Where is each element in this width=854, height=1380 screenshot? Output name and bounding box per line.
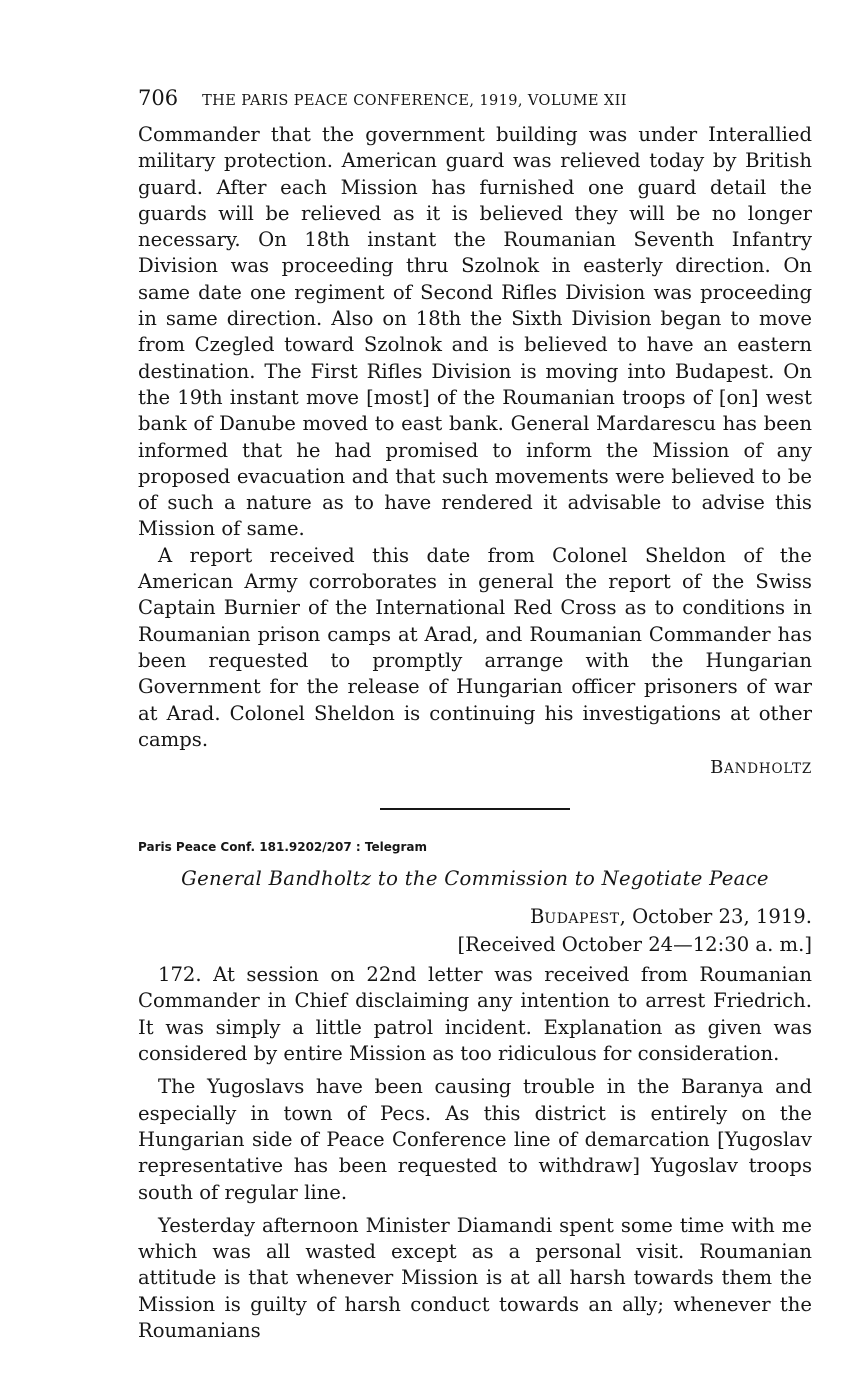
continued-paragraph: Commander that the government building was under Interallied military protection. American guard was relieved today by British guard. After each Mission has furnished one guard detail the guards will be relieved as it is believed they will be no longer necessary. On 18th instant the Roumanian Seventh Infantry Division was proceeding thru Szolnok in easterly direction. On same date one regiment of Second Rifles Division was proceeding in same direction. Also on 18th the Sixth Division began to move from Czegled toward Szolnok and is believed to have an eastern destination. The First Rifles Division is moving into Budapest. On the 19th instant move [most] of the Roumanian troops of [on] west bank of Danube moved to east bank. General Mardarescu has been informed that he had promised to inform the Mission of any proposed evacuation and that such movements were believed to be of such a nature as to have rendered it advisable to advise this Mission of same. — [138, 123, 812, 541]
telegram-paragraph-3: Yesterday afternoon Minister Diamandi spent some time with me which was all wasted except as a personal visit. Roumanian attitude is that whenever Mission is at all harsh towards them the Mission is guilty of harsh conduct towards an ally; whenever the Roumanians — [138, 1213, 812, 1342]
page-number: 706 — [138, 86, 179, 110]
date: , October 23, 1919. — [619, 905, 812, 929]
continued-telegram — [138, 122, 812, 753]
telegram-paragraph-2: The Yugoslavs have been causing trouble in the Baranya and especially in town of Pecs. As this district is entirely on the Hungarian side of Peace Conference line of demarcation [Yugoslav representative has been requested to withdraw] Yugoslav troops south of regular line. — [138, 1075, 812, 1204]
received-note: [Received October 24—12:30 a. m.] — [457, 933, 812, 957]
place-initial: B — [530, 905, 545, 929]
dateline — [138, 904, 812, 932]
signature — [138, 755, 812, 782]
document-page — [138, 86, 812, 1344]
document-reference: Paris Peace Conf. 181.9202/207 : Telegram — [138, 840, 427, 855]
section-divider — [380, 808, 570, 810]
telegram-paragraph-1: 172. At session on 22nd letter was received from Roumanian Commander in Chief disclaiming any intention to arrest Friedrich. It was simply a little patrol incident. Explanation as given was considered by entire Mission as too ridiculous for consideration. — [138, 963, 812, 1066]
running-header — [138, 86, 812, 116]
signature-name: ANDHOLTZ — [724, 761, 812, 778]
report-paragraph: A report received this date from Colonel Sheldon of the American Army corroborates in general the report of the Swiss Captain Burnier of the International Red Cross as to conditions in Roumanian prison camps at Arad, and Roumanian Commander has been requested to promptly arrange with the Hungarian Government for the release of Hungarian officer prisoners of war at Arad. Colonel Sheldon is continuing his investigations at other camps. — [138, 543, 812, 751]
signature-initial: B — [710, 757, 725, 779]
telegram-body — [138, 962, 812, 1344]
document-heading: General Bandholtz to the Commission to Negotiate Peace — [181, 867, 769, 891]
journal-title: THE PARIS PEACE CONFERENCE, 1919, VOLUME XII — [202, 93, 627, 109]
place-name: UDAPEST — [544, 911, 620, 928]
